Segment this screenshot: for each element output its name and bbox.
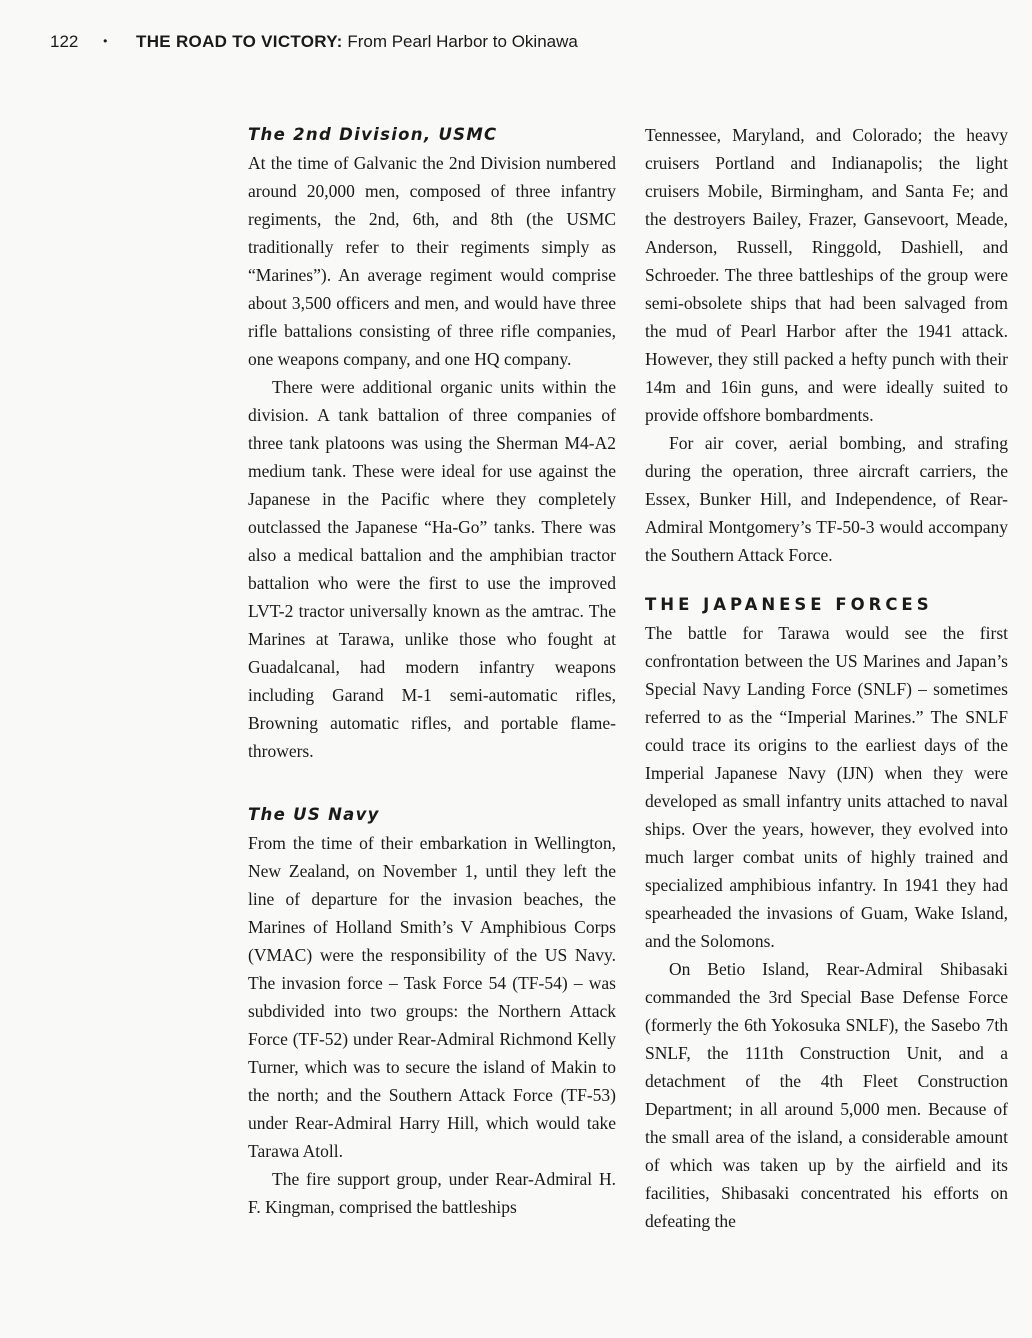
running-head xyxy=(50,32,578,52)
paragraph-usmc-1: At the time of Galvanic the 2nd Division numbered around 20,000 men, composed of three infantry regiments, the 2nd, 6th, and 8th (the USMC traditionally refer to their regiments simply as “Marines”). An average regiment would comprise about 3,500 officers and men, and would have three rifle battalions consisting of three rifle companies, one weapons company, and one HQ company. xyxy=(248,153,616,369)
book-subtitle: From Pearl Harbor to Okinawa xyxy=(347,32,578,51)
left-column xyxy=(248,121,616,1221)
spacer xyxy=(248,765,616,801)
header-separator: • xyxy=(103,34,108,48)
heading-us-navy: The US Navy xyxy=(248,805,380,824)
heading-japanese-forces: THE JAPANESE FORCES xyxy=(645,595,933,614)
paragraph-japanese-1: The battle for Tarawa would see the first confrontation between the US Marines and Japan’s Special Navy Landing Force (SNLF) – sometimes referred to as the “Imperial Marines.” The SNLF could trace its origins to the earliest days of the Imperial Japanese Navy (IJN) when they were developed as small infantry units attached to naval ships. Over the years, however, they evolved into much larger combat units of highly trained and specialized amphibious infantry. In 1941 they had spearheaded the invasions of Guam, Wake Island, and the Solomons. xyxy=(645,623,1008,951)
right-column xyxy=(645,121,1008,1235)
paragraph-navy-1: From the time of their embarkation in Wellington, New Zealand, on November 1, until they left the line of departure for the invasion beaches, the Marines of Holland Smith’s V Amphibious Corps (VMAC) were the responsibility of the US Navy. The invasion force – Task Force 54 (TF-54) – was subdivided into two groups: the Northern Attack Force (TF-52) under Rear-Admiral Richmond Kelly Turner, which was to secure the island of Makin to the north; and the Southern Attack Force (TF-53) under Rear-Admiral Harry Hill, which would take Tarawa Atoll. xyxy=(248,833,616,1161)
book-title: THE ROAD TO VICTORY: xyxy=(136,32,343,51)
page-number: 122 xyxy=(50,32,79,51)
paragraph-navy-2: The fire support group, under Rear-Admiral H. F. Kingman, comprised the battleships xyxy=(248,1169,616,1217)
paragraph-japanese-2: On Betio Island, Rear-Admiral Shibasaki commanded the 3rd Special Base Defense Force (formerly the 6th Yokosuka SNLF), the Sasebo 7th SNLF, the 111th Construction Unit, and a detachment of the 4th Fleet Construction Department; in all around 5,000 men. Because of the small area of the island, a considerable amount of which was taken up by the airfield and its facilities, Shibasaki concentrated his efforts on defeating the xyxy=(645,959,1008,1231)
paragraph-usmc-2: There were additional organic units within the division. A tank battalion of three companies of three tank platoons was using the Sherman M4-A2 medium tank. These were ideal for use against the Japanese in the Pacific where they completely outclassed the Japanese “Ha-Go” tanks. There was also a medical battalion and the amphibian tractor battalion who were the first to use the improved LVT-2 tractor universally known as the amtrac. The Marines at Tarawa, unlike those who fought at Guadalcanal, had modern infantry weapons including Garand M-1 semi-automatic rifles, Browning automatic rifles, and portable flame-throwers. xyxy=(248,377,616,761)
heading-2nd-division: The 2nd Division, USMC xyxy=(248,125,498,144)
spacer xyxy=(645,569,1008,591)
paragraph-navy-3: For air cover, aerial bombing, and strafing during the operation, three aircraft carriers, the Essex, Bunker Hill, and Independence, of Rear-Admiral Montgomery’s TF-50-3 would accompany the Southern Attack Force. xyxy=(645,433,1008,565)
paragraph-navy-2-continued: Tennessee, Maryland, and Colorado; the heavy cruisers Portland and Indianapolis; the light cruisers Mobile, Birmingham, and Santa Fe; and the destroyers Bailey, Frazer, Gansevoort, Meade, Anderson, Russell, Ringgold, Dashiell, and Schroeder. The three battleships of the group were semi-obsolete ships that had been salvaged from the mud of Pearl Harbor after the 1941 attack. However, they still packed a hefty punch with their 14m and 16in guns, and were ideally suited to provide offshore bombardments. xyxy=(645,125,1008,425)
